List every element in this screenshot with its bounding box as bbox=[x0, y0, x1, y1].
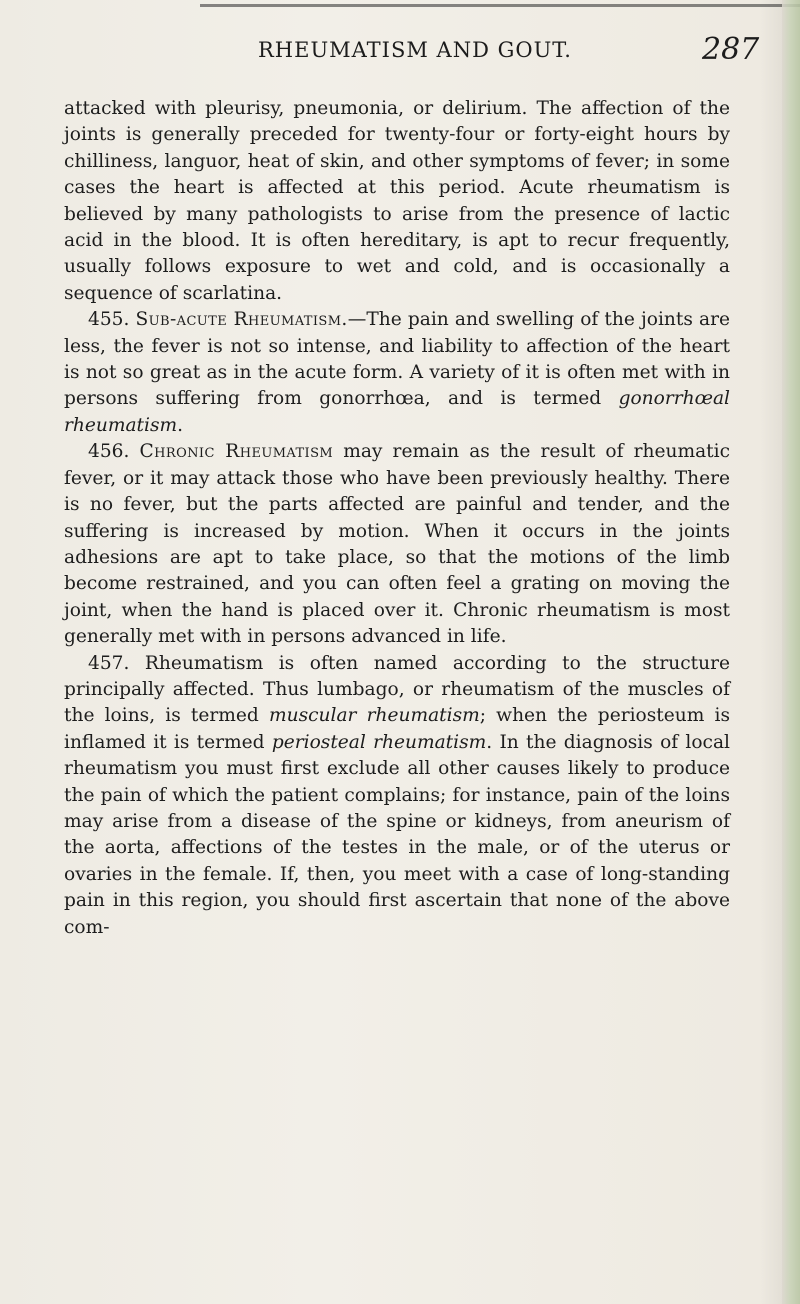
paragraph-text: —The pain and swelling of the joints are less, the fever is not so intense, and liability to affection of the heart is not so great as in the acute form. A variety of it is often met with in persons suffering from gonorrhœa, and is termed bbox=[64, 309, 730, 410]
italic-term: gonorrhœal rheumatism bbox=[64, 388, 730, 436]
paragraph-text: Rheumatism is often named according to the structure principally affected. Thus lumbago, or rheumatism of the muscles of the loins, is termed bbox=[64, 652, 730, 727]
section-number: 456. bbox=[88, 441, 130, 463]
paragraph-457 bbox=[64, 651, 730, 941]
section-heading: Sub-acute Rheumatism. bbox=[135, 309, 348, 331]
running-head: RHEUMATISM AND GOUT. bbox=[258, 38, 572, 62]
page-top-edge-line bbox=[200, 4, 800, 7]
italic-term: periosteal rheumatism bbox=[271, 731, 487, 753]
section-heading: Chronic Rheumatism bbox=[139, 441, 334, 463]
section-number: 457. bbox=[88, 652, 130, 674]
page-right-edge-strip bbox=[782, 0, 800, 1304]
page-header bbox=[0, 34, 800, 74]
section-number: 455. bbox=[88, 309, 130, 331]
paragraph-text: . In the diagnosis of local rheumatism you must first exclude all other causes likely to produce the pain of which the patient complains; for instance, pain of the loins may arise from a disease of the spine or kidneys, from aneurism of the aorta, affections of the testes in the male, or of the uterus or ovaries in the female. If, then, you meet with a case of long-standing pain in this region, you should first ascertain that none of the above com- bbox=[64, 731, 730, 938]
paragraph-continuation bbox=[64, 96, 730, 307]
paragraph-text: may remain as the result of rheumatic fever, or it may attack those who have been previously healthy. There is no fever, but the parts affected are painful and tender, and the suffering is increased by motion. When it occurs in the joints adhesions are apt to take place, so that the motions of the limb become restrained, and you can often feel a grating on moving the joint, when the hand is placed over it. Chronic rheumatism is most generally met with in persons advanced in life. bbox=[64, 441, 731, 648]
paragraph-text: attacked with pleurisy, pneumonia, or delirium. The affection of the joints is generally preceded for twenty-four or forty-eight hours by chilliness, languor, heat of skin, and other symptoms of fever; in some cases the heart is affected at this period. Acute rheumatism is believed by many pathologists to arise from the presence of lactic acid in the blood. It is often hereditary, is apt to recur frequently, usually follows exposure to wet and cold, and is occasionally a sequence of scarlatina. bbox=[64, 98, 730, 304]
paragraph-455 bbox=[64, 307, 730, 439]
paragraph-text: ; when the periosteum is inflamed it is termed bbox=[64, 705, 730, 753]
paragraph-456 bbox=[64, 439, 730, 650]
body-text bbox=[64, 96, 730, 941]
paragraph-text-end: . bbox=[177, 414, 184, 436]
italic-term: muscular rheumatism bbox=[268, 705, 480, 727]
page-number: 287 bbox=[702, 32, 760, 67]
